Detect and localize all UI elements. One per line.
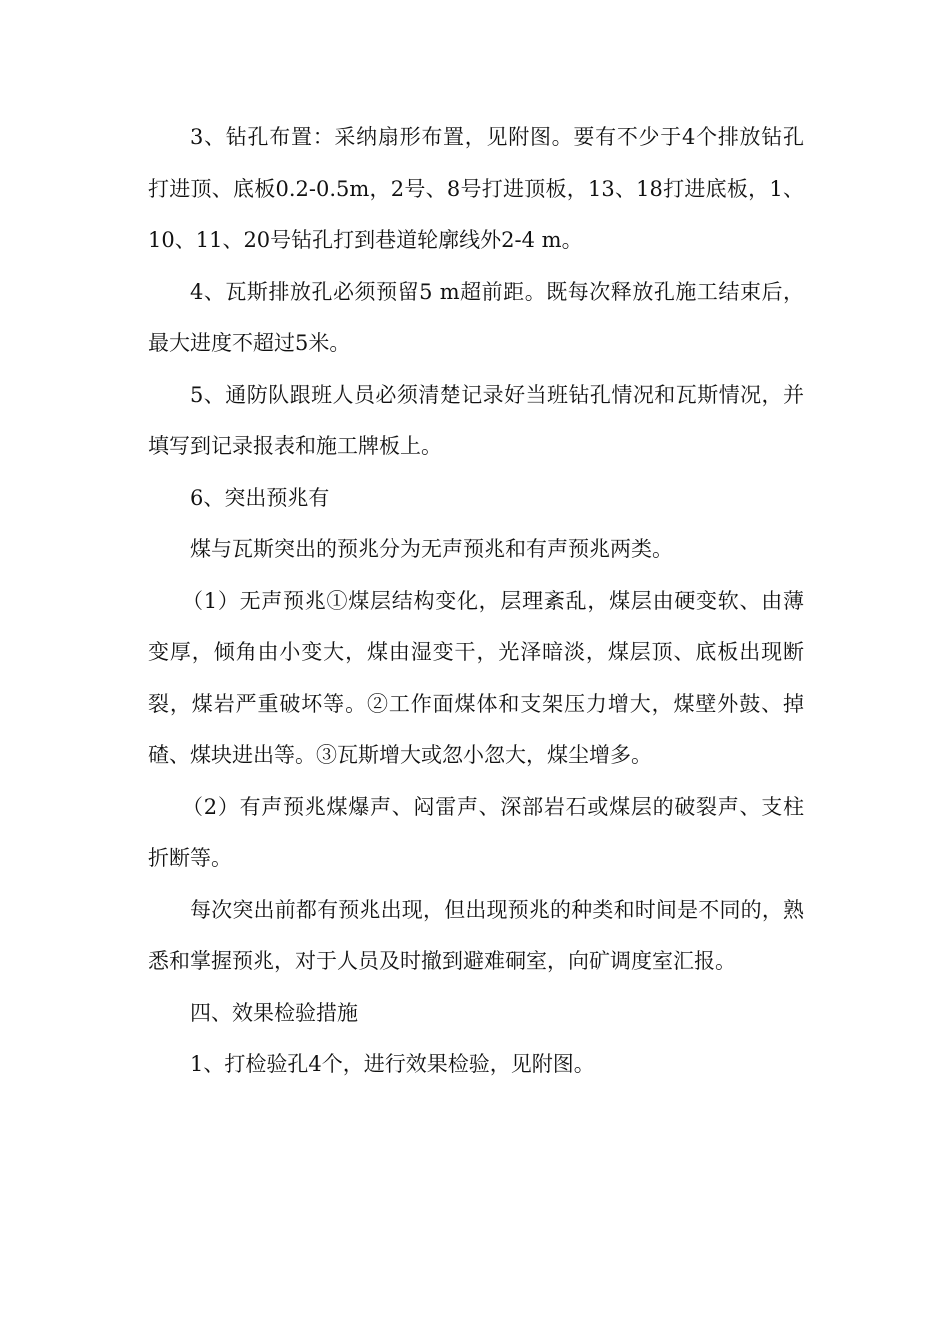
paragraph-drilling-layout: 3、钻孔布置：采纳扇形布置，见附图。要有不少于4个排放钻孔打进顶、底板0.2-0.5m，2号、8号打进顶板，13、18打进底板，1、10、11、20号钻孔打到巷道轮廓线外2-4 m。 [148,125,804,252]
paragraph-audible-signs: （2）有声预兆煤爆声、闷雷声、深部岩石或煤层的破裂声、支柱折断等。 [148,794,804,870]
paragraph-evacuation-report: 每次突出前都有预兆出现，但出现预兆的种类和时间是不同的，熟悉和掌握预兆，对于人员及时撤到避难硐室，向矿调度室汇报。 [148,897,804,973]
paragraph-outburst-signs-heading: 6、突出预兆有 [190,485,330,510]
paragraph-inspection-holes: 1、打检验孔4个，进行效果检验，见附图。 [190,1052,595,1076]
paragraph-shift-records: 5、通防队跟班人员必须清楚记录好当班钻孔情况和瓦斯情况，并填写到记录报表和施工牌板上。 [148,382,804,458]
section-heading-effect-verification: 四、效果检验措施 [190,1000,358,1025]
paragraph-silent-signs: （1）无声预兆①煤层结构变化，层理紊乱，煤层由硬变软、由薄变厚，倾角由小变大，煤由湿变干，光泽暗淡，煤层顶、底板出现断裂，煤岩严重破坏等。②工作面煤体和支架压力增大，煤壁外鼓、掉碴、煤块进出等。③瓦斯增大或忽小忽大，煤尘增多。 [148,588,804,767]
document-body [148,112,804,1091]
paragraph-gas-drainage-advance: 4、瓦斯排放孔必须预留5 m超前距。既每次释放孔施工结束后，最大进度不超过5米。 [148,279,804,355]
paragraph-signs-categories: 煤与瓦斯突出的预兆分为无声预兆和有声预兆两类。 [190,537,673,561]
